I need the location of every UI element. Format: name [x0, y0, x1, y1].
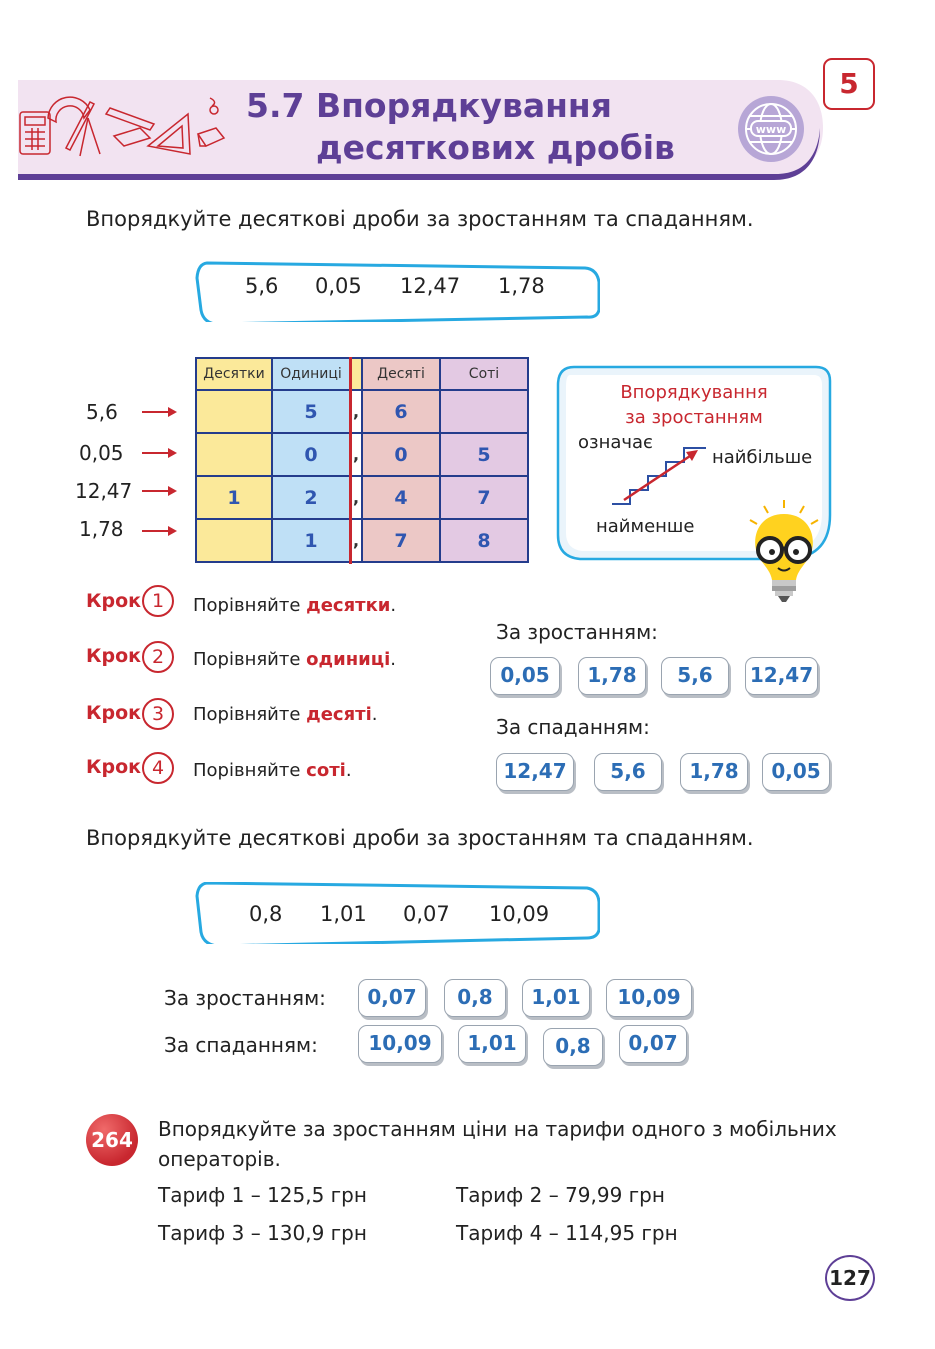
- table-row: 1 2 , 4 7: [196, 476, 528, 519]
- info-card-means: означає: [578, 432, 653, 453]
- task1-instruction: Впорядкуйте десяткові дроби за зростанням та спаданням.: [86, 207, 754, 231]
- section-title-line1: 5.7 Впорядкування: [246, 86, 612, 125]
- task2-ascending-pill: 1,01: [522, 979, 590, 1017]
- descending-pill: 5,6: [594, 753, 662, 791]
- ascending-pill: 12,47: [745, 657, 818, 695]
- descending-pill: 0,05: [762, 753, 830, 791]
- table-row: 5 , 6: [196, 390, 528, 433]
- header-hundredths: Соті: [440, 358, 528, 390]
- step-number: 3: [142, 698, 174, 730]
- exercise-text-line2: операторів.: [158, 1147, 281, 1171]
- task2-descending-pill: 0,07: [619, 1025, 687, 1063]
- ascending-pill: 5,6: [661, 657, 729, 695]
- tariff-item: Тариф 1 – 125,5 грн: [158, 1183, 367, 1207]
- lightbulb-mascot-icon: [742, 498, 828, 608]
- arrow-right-icon: [142, 484, 178, 498]
- task2-descending-label: За спаданням:: [164, 1033, 318, 1057]
- exercise-text-line1: Впорядкуйте за зростанням ціни на тарифи одного з мобільних: [158, 1117, 837, 1141]
- table-row: 1 , 7 8: [196, 519, 528, 562]
- descending-pill: 1,78: [680, 753, 748, 791]
- task1-number: 1,78: [498, 274, 545, 298]
- step-number: 4: [142, 752, 174, 784]
- descending-pill: 12,47: [496, 753, 574, 791]
- step-text: Порівняйте одиниці.: [193, 649, 396, 670]
- row-label: 12,47: [75, 479, 133, 503]
- task1-number-box: [195, 260, 600, 322]
- task2-ascending-label: За зростанням:: [164, 986, 326, 1010]
- step-number: 1: [142, 585, 174, 617]
- task2-descending-pill: 0,8: [543, 1028, 603, 1066]
- row-label: 5,6: [86, 400, 118, 424]
- step-number: 2: [142, 641, 174, 673]
- row-label: 1,78: [79, 517, 124, 541]
- tariff-item: Тариф 3 – 130,9 грн: [158, 1221, 367, 1245]
- globe-icon: [736, 94, 806, 164]
- header-ones: Одиниці: [272, 358, 350, 390]
- descending-label: За спаданням:: [496, 715, 650, 739]
- table-row: 0 , 0 5: [196, 433, 528, 476]
- task2-ascending-pill: 0,8: [444, 979, 506, 1017]
- header-tens: Десятки: [196, 358, 272, 390]
- task2-number: 0,07: [403, 902, 450, 926]
- step-label: Крок: [86, 756, 142, 778]
- section-title-line2: десяткових дробів: [316, 128, 675, 167]
- task1-number: 5,6: [245, 274, 279, 298]
- step-label: Крок: [86, 645, 142, 667]
- info-card-title: Впорядкування за зростанням: [620, 382, 768, 428]
- info-card-smallest: найменше: [596, 516, 695, 537]
- globe-www-text: www: [755, 123, 787, 136]
- decimal-point-line: [349, 357, 352, 564]
- step-text: Порівняйте соті.: [193, 760, 352, 781]
- page-number: 127: [825, 1255, 875, 1301]
- staircase-icon: [610, 444, 710, 510]
- task2-number: 1,01: [320, 902, 367, 926]
- school-supplies-doodle-icon: [18, 88, 228, 168]
- tariff-item: Тариф 2 – 79,99 грн: [456, 1183, 665, 1207]
- step-label: Крок: [86, 702, 142, 724]
- task2-number-box: [195, 882, 600, 944]
- task2-descending-pill: 10,09: [358, 1025, 442, 1063]
- step-text: Порівняйте десятки.: [193, 595, 397, 616]
- exercise-number-badge: 264: [86, 1114, 138, 1166]
- arrow-right-icon: [142, 524, 178, 538]
- arrow-right-icon: [142, 446, 178, 460]
- task2-ascending-pill: 0,07: [358, 979, 426, 1017]
- row-label: 0,05: [79, 441, 124, 465]
- task2-instruction: Впорядкуйте десяткові дроби за зростанням та спаданням.: [86, 826, 754, 850]
- task1-number: 12,47: [400, 274, 461, 298]
- step-label: Крок: [86, 590, 142, 612]
- info-card-largest: найбільше: [712, 447, 813, 468]
- task2-descending-pill: 1,01: [458, 1025, 526, 1063]
- header-tenths: Десяті: [362, 358, 440, 390]
- ascending-label: За зростанням:: [496, 620, 658, 644]
- task1-number: 0,05: [315, 274, 362, 298]
- place-value-table: [195, 357, 529, 563]
- ascending-pill: 0,05: [490, 657, 560, 695]
- arrow-right-icon: [142, 405, 178, 419]
- task2-number: 10,09: [489, 902, 550, 926]
- task2-ascending-pill: 10,09: [606, 979, 692, 1017]
- chapter-badge: 5: [823, 58, 875, 110]
- tariff-item: Тариф 4 – 114,95 грн: [456, 1221, 678, 1245]
- step-text: Порівняйте десяті.: [193, 704, 378, 725]
- task2-number: 0,8: [249, 902, 283, 926]
- ascending-pill: 1,78: [578, 657, 646, 695]
